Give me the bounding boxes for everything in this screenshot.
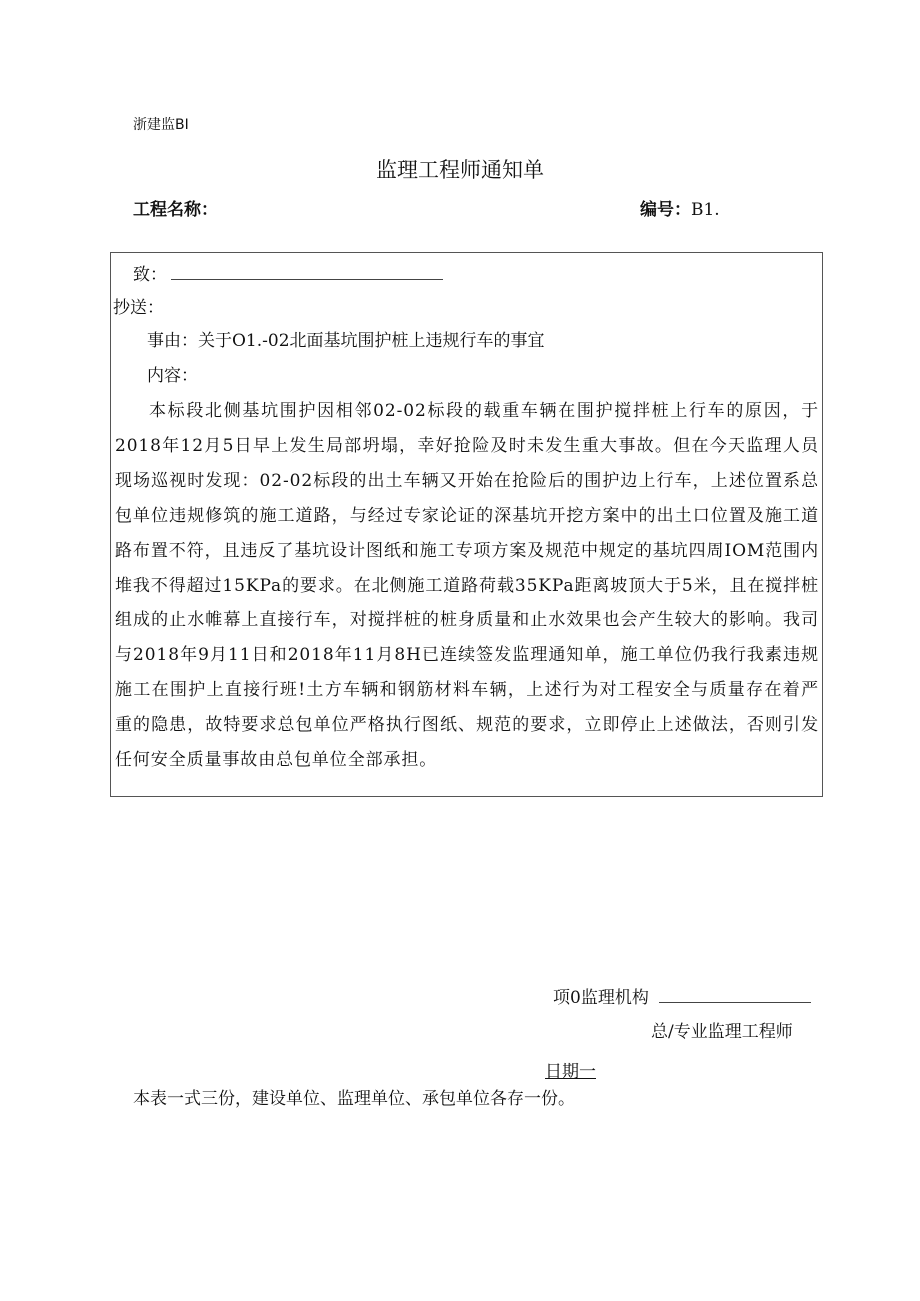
supervision-org-label: 项0监理机构	[553, 988, 649, 1008]
recipient-row	[133, 261, 443, 287]
date-label: 日期一	[545, 1062, 596, 1082]
supervision-org-blank	[659, 984, 811, 1003]
project-name-label: 工程名称：	[133, 200, 218, 220]
content-body: 本标段北侧基坑围护因相邻02-02标段的载重车辆在围护搅拌桩上行车的原因，于2018年12月5日早上发生局部坍塌，幸好抢险及时未发生重大事故。但在今天监理人员现场巡视时发现：02-02标段的出土车辆又开始在抢险后的围护边上行车，上述位置系总包单位违规修筑的施工道路，与经过专家论证的深基坑开挖方案中的出土口位置及施工道路布置不符，且违反了基坑设计图纸和施工专项方案及规范中规定的基坑四周IOM范围内堆我不得超过15KPa的要求。在北侧施工道路荷载35KPa距离坡顶大于5米，且在搅拌桩组成的止水帷幕上直接行车，对搅拌桩的桩身质量和止水效果也会产生较大的影响。我司与2018年9月11日和2018年11月8H已连续签发监理通知单，施工单位仍我行我素违规施工在围护上直接行班!土方车辆和钢筋材料车辆，上述行为对工程安全与质量存在着严重的隐患，故特要求总包单位严格执行图纸、规范的要求，立即停止上述做法，否则引发任何安全质量事故由总包单位全部承担。	[115, 401, 819, 771]
document-number	[640, 195, 720, 220]
notice-frame	[110, 252, 823, 797]
supervision-org-row	[553, 983, 811, 1008]
cc-label: 抄送：	[113, 298, 164, 318]
to-label: 致：	[133, 265, 167, 285]
number-label: 编号：	[640, 200, 691, 220]
footnote: 本表一式三份，建设单位、监理单位、承包单位各存一份。	[133, 1089, 575, 1109]
subject-line: 事由：关于O1.-02北面基坑围护桩上违规行车的事宜	[147, 331, 545, 351]
engineer-label: 总/专业监理工程师	[651, 1022, 793, 1042]
page-title: 监理工程师通知单	[376, 158, 544, 182]
number-value: B1.	[691, 200, 720, 220]
form-code: 浙建监BI	[133, 117, 189, 133]
content-label: 内容：	[147, 366, 198, 386]
recipient-blank	[171, 261, 443, 280]
